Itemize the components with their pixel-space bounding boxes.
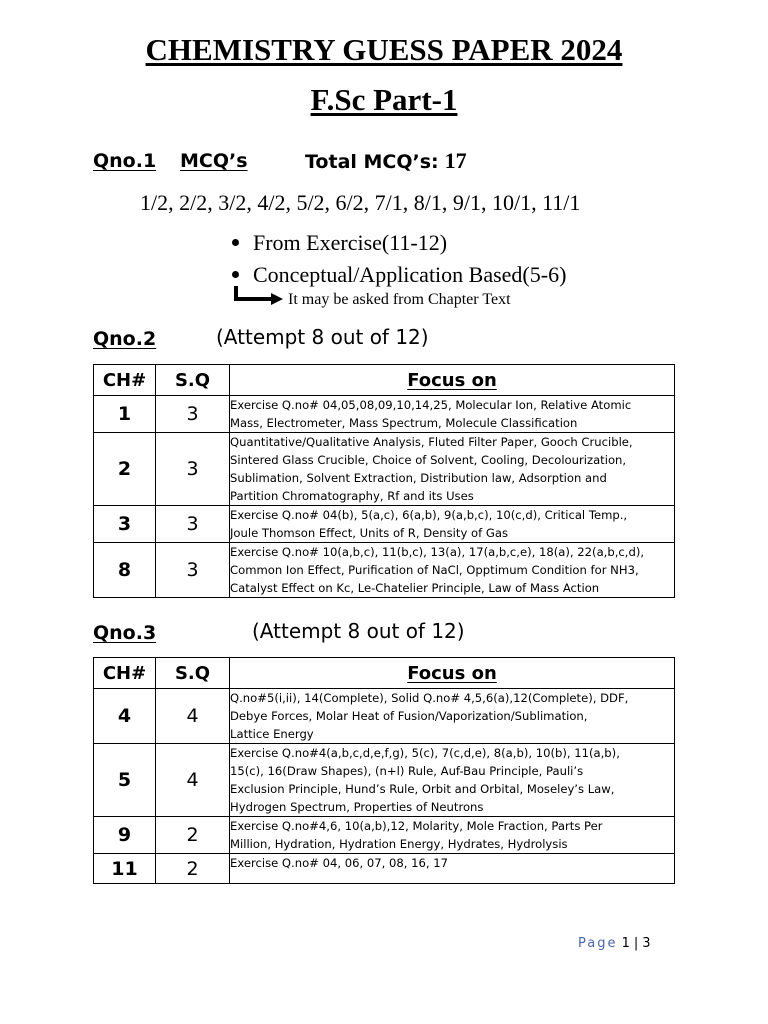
q1-bullet-text: From Exercise(11-12): [253, 230, 448, 255]
chapter-cell: 11: [94, 854, 156, 884]
sq-cell: 2: [156, 817, 230, 854]
sq-cell: 4: [156, 689, 230, 744]
page-total: 3: [642, 936, 651, 951]
q1-note: It may be asked from Chapter Text: [288, 291, 511, 308]
focus-cell: Exercise Q.no# 04(b), 5(a,c), 6(a,b), 9(a,b,c), 10(c,d), Critical Temp., Joule Thomson Effect, Units of R, Density of Gas: [230, 506, 675, 543]
q1-type: MCQ’s: [180, 150, 248, 172]
q1-bullet-text: Conceptual/Application Based(5-6): [253, 262, 567, 287]
q1-bullet-item: [232, 230, 447, 256]
bullet-icon: [232, 271, 239, 278]
sq-cell: 2: [156, 854, 230, 884]
table-row: [94, 396, 675, 433]
bullet-icon: [232, 239, 239, 246]
table-row: [94, 817, 675, 854]
page-current: 1: [621, 936, 630, 951]
q2-table: [93, 364, 675, 598]
header-focus: Focus on: [230, 365, 675, 396]
table-header-row: [94, 658, 675, 689]
table-row: [94, 543, 675, 598]
elbow-arrow-icon: [233, 286, 285, 306]
header-sq: S.Q: [156, 365, 230, 396]
page-subtitle: F.Sc Part-1: [310, 82, 458, 117]
q3-table: [93, 657, 675, 884]
sq-cell: 3: [156, 396, 230, 433]
table-row: [94, 506, 675, 543]
page-separator: |: [633, 936, 639, 951]
page-title: CHEMISTRY GUESS PAPER 2024: [145, 32, 623, 67]
focus-cell: Quantitative/Qualitative Analysis, Fluted Filter Paper, Gooch Crucible, Sintered Glass Crucible, Choice of Solvent, Cooling, Decolourization, Sublimation, Solvent Extraction, Distribution law, Adsorption and Partition Chromatography, Rf and its Uses: [230, 433, 675, 506]
chapter-cell: 3: [94, 506, 156, 543]
focus-cell: Q.no#5(i,ii), 14(Complete), Solid Q.no# 4,5,6(a),12(Complete), DDF, Debye Forces, Molar Heat of Fusion/Vaporization/Sublimation, Lattice Energy: [230, 689, 675, 744]
sq-cell: 4: [156, 744, 230, 817]
sq-cell: 3: [156, 433, 230, 506]
q2-attempt: (Attempt 8 out of 12): [216, 325, 429, 349]
chapter-cell: 1: [94, 396, 156, 433]
header-focus: Focus on: [230, 658, 675, 689]
q1-total-value: 17: [444, 148, 467, 173]
chapter-cell: 4: [94, 689, 156, 744]
sq-cell: 3: [156, 543, 230, 598]
table-row: [94, 433, 675, 506]
chapter-cell: 5: [94, 744, 156, 817]
page-word: Page: [578, 936, 618, 951]
header-ch: CH#: [94, 365, 156, 396]
focus-cell: Exercise Q.no#4(a,b,c,d,e,f,g), 5(c), 7(c,d,e), 8(a,b), 10(b), 11(a,b), 15(c), 16(Draw Shapes), (n+l) Rule, Auf-Bau Principle, Pauli’s Exclusion Principle, Hund’s Rule, Orbit and Orbital, Moseley’s Law, Hydrogen Spectrum, Properties of Neutrons: [230, 744, 675, 817]
table-row: [94, 689, 675, 744]
q2-label: Qno.2: [93, 328, 157, 350]
q1-bullet-item: [232, 262, 566, 288]
table-header-row: [94, 365, 675, 396]
table-row: [94, 744, 675, 817]
header-ch: CH#: [94, 658, 156, 689]
focus-cell: Exercise Q.no# 10(a,b,c), 11(b,c), 13(a), 17(a,b,c,e), 18(a), 22(a,b,c,d), Common Ion Effect, Purification of NaCl, Opptimum Condition for NH3, Catalyst Effect on Kc, Le-Chatelier Principle, Law of Mass Action: [230, 543, 675, 598]
q1-distribution: 1/2, 2/2, 3/2, 4/2, 5/2, 6/2, 7/1, 8/1, 9/1, 10/1, 11/1: [140, 190, 581, 215]
header-sq: S.Q: [156, 658, 230, 689]
sq-cell: 3: [156, 506, 230, 543]
q1-total: [305, 148, 467, 174]
q1-total-label: Total MCQ’s:: [305, 151, 439, 173]
chapter-cell: 2: [94, 433, 156, 506]
page-number: [578, 936, 651, 951]
focus-cell: Exercise Q.no# 04, 06, 07, 08, 16, 17: [230, 854, 675, 884]
chapter-cell: 9: [94, 817, 156, 854]
chapter-cell: 8: [94, 543, 156, 598]
q3-attempt: (Attempt 8 out of 12): [252, 619, 465, 643]
focus-cell: Exercise Q.no#4,6, 10(a,b),12, Molarity, Mole Fraction, Parts Per Million, Hydration, Hydration Energy, Hydrates, Hydrolysis: [230, 817, 675, 854]
focus-cell: Exercise Q.no# 04,05,08,09,10,14,25, Molecular Ion, Relative Atomic Mass, Electrometer, Mass Spectrum, Molecule Classification: [230, 396, 675, 433]
table-row: [94, 854, 675, 884]
q1-label: Qno.1: [93, 150, 157, 172]
q3-label: Qno.3: [93, 622, 157, 644]
